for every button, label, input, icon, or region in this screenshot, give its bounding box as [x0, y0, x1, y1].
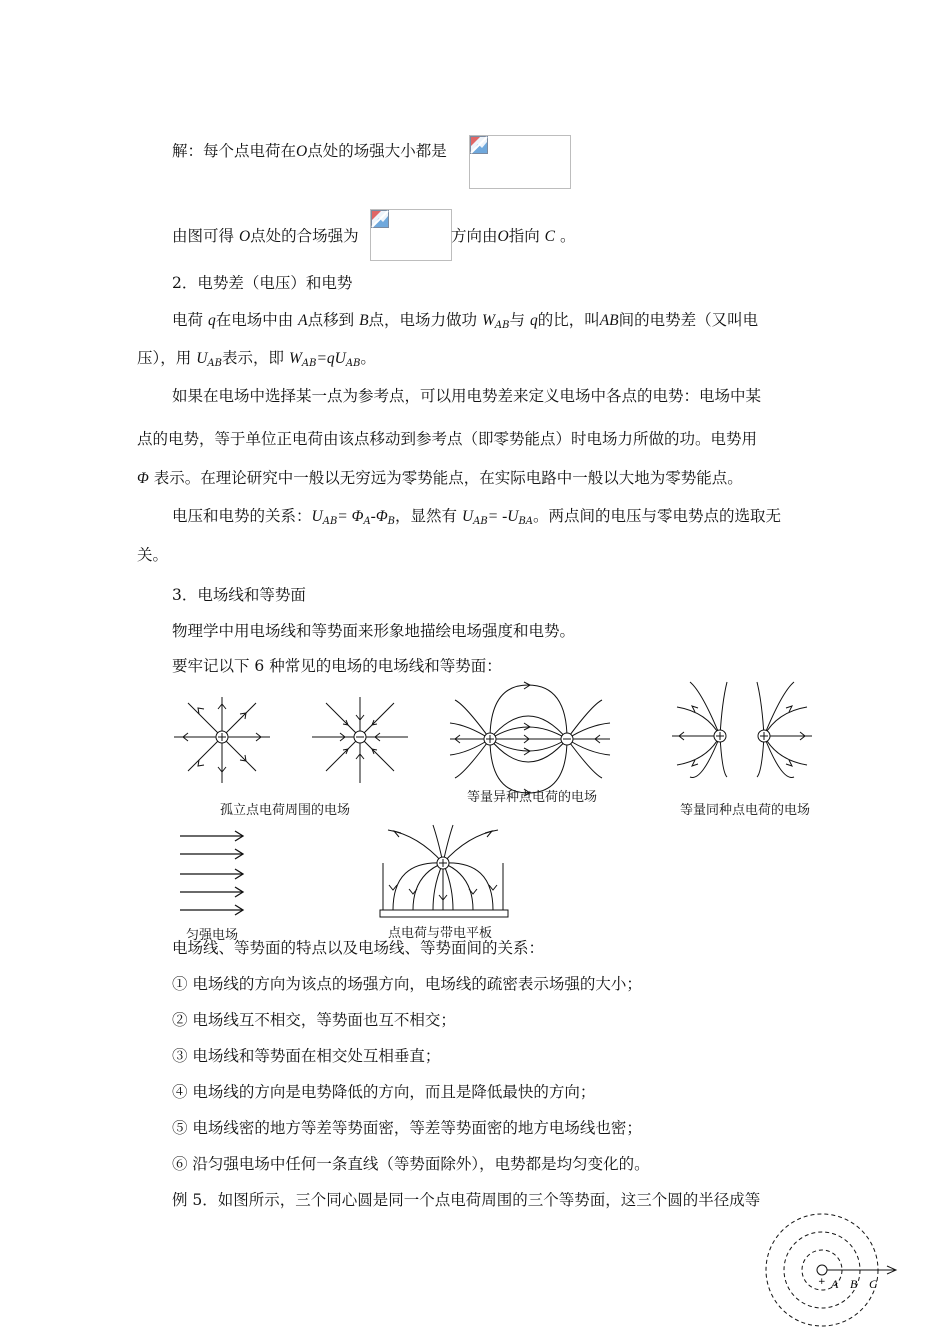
relation-item-1: ① 电场线的方向为该点的场强方向，电场线的疏密表示场强的大小；	[172, 975, 642, 993]
relation-item-6: ⑥ 沿匀强电场中任何一条直线（等势面除外），电势都是均匀变化的。	[172, 1155, 650, 1173]
section-2-p3-line1: 电压和电势的关系：$U_{AB}= \Phi_A-\Phi_B$，显然有 $U_{AB}= -U_{BA}$。两点间的电压与零电势点的选取无	[172, 507, 782, 527]
solution-line-2-direction: 方向由O指向 C 。	[451, 227, 576, 245]
label-B: B	[850, 1277, 858, 1291]
caption-isolated: 孤立点电荷周围的电场	[220, 803, 351, 818]
caption-opposite: 等量异种点电荷的电场	[467, 790, 598, 805]
section-3-heading: 3．电场线和等势面	[172, 586, 306, 604]
section-2-p3-line2: 关。	[137, 546, 169, 564]
same-charges-figure	[672, 682, 812, 777]
section-3-p2: 要牢记以下 6 种常见的电场的电场线和等势面：	[172, 657, 502, 675]
relation-item-5: ⑤ 电场线密的地方等差等势面密，等差等势面密的地方电场线也密；	[172, 1119, 642, 1137]
solution-line-2: 由图可得 O点处的合场强为	[172, 227, 359, 245]
relation-item-3: ③ 电场线和等势面在相交处互相垂直；	[172, 1047, 441, 1065]
relation-title: 电场线、等势面的特点以及电场线、等势面间的关系：	[172, 939, 545, 957]
section-2-p1-line1: 电荷 q在电场中由 A点移到 B点，电场力做功 $W_{AB}$与 q的比，叫AB间的电势差（又叫电	[172, 311, 759, 331]
section-2-p1-line2: 压），用 $U_{AB}$表示，即 $W_{AB}=qU_{AB}$。	[137, 349, 376, 369]
section-2-p2-line2: 点的电势，等于单位正电荷由该点移动到参考点（即零势能点）时电场力所做的功。电势用	[137, 430, 758, 448]
section-2-p2-line3: Φ 表示。在理论研究中一般以无穷远为零势能点，在实际电路中一般以大地为零势能点。	[137, 469, 743, 487]
isolated-negative-charge-figure	[310, 695, 410, 785]
label-A: A	[831, 1277, 839, 1291]
isolated-positive-charge-figure	[172, 695, 272, 785]
broken-image-icon	[470, 136, 488, 154]
section-2-heading: 2．电势差（电压）和电势	[172, 274, 353, 292]
caption-plate: 点电荷与带电平板	[388, 926, 493, 941]
relation-item-2: ② 电场线互不相交，等势面也互不相交；	[172, 1011, 456, 1029]
charge-sign: +	[818, 1277, 826, 1287]
concentric-equipotential-figure	[765, 1218, 900, 1336]
charge-and-plate-figure	[378, 825, 513, 920]
section-3-p1: 物理学中用电场线和等势面来形象地描绘电场强度和电势。	[172, 622, 576, 640]
caption-uniform: 匀强电场	[186, 928, 239, 943]
formula-image-2	[370, 209, 452, 261]
opposite-charges-figure	[450, 685, 610, 790]
section-2-p2-line1: 如果在电场中选择某一点为参考点，可以用电势差来定义电场中各点的电势：电场中某	[172, 387, 762, 405]
solution-line-1: 解：每个点电荷在O点处的场强大小都是	[172, 142, 447, 160]
formula-image-1	[469, 135, 571, 189]
broken-image-icon	[371, 210, 389, 228]
relation-item-4: ④ 电场线的方向是电势降低的方向，而且是降低最快的方向；	[172, 1083, 596, 1101]
label-C: C	[869, 1277, 878, 1291]
caption-same: 等量同种点电荷的电场	[680, 803, 811, 818]
uniform-field-figure	[180, 830, 250, 920]
example-5: 例 5．如图所示，三个同心圆是同一个点电荷周围的三个等势面，这三个圆的半径成等	[172, 1191, 761, 1209]
